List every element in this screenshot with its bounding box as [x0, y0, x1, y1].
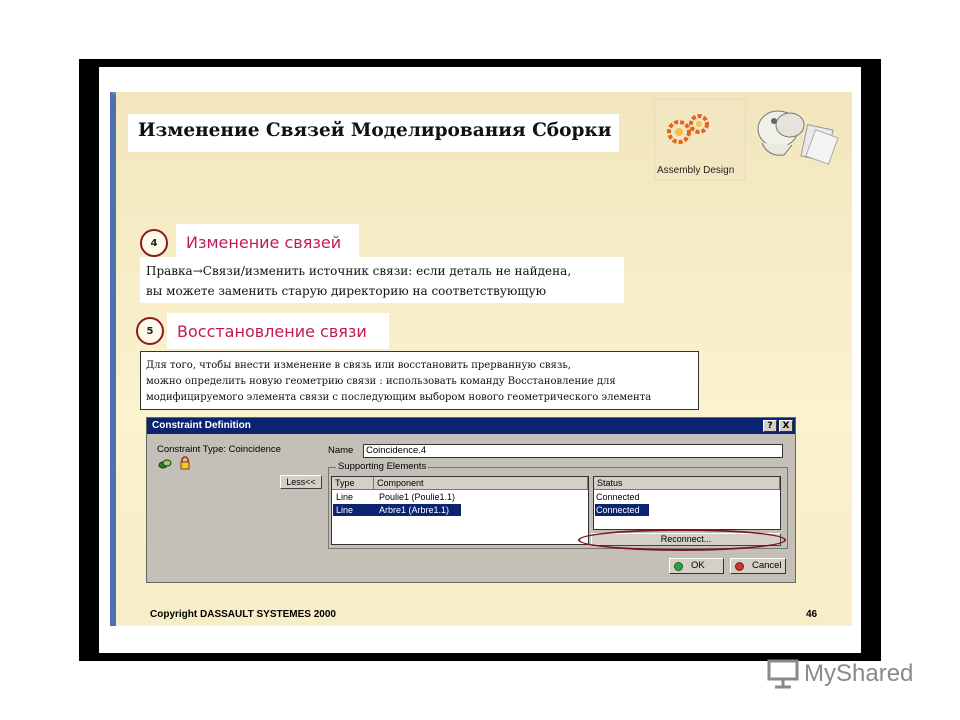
- projector-screen-icon: [766, 659, 800, 689]
- name-label: Name: [328, 445, 354, 456]
- ok-icon: [674, 562, 683, 571]
- ok-button[interactable]: [669, 558, 724, 574]
- copyright-text: Copyright DASSAULT SYSTEMES 2000: [150, 609, 336, 620]
- step-5-description-line: можно определить новую геометрию связи : использовать команду Восстановление для: [146, 376, 616, 387]
- cancel-button[interactable]: [730, 558, 786, 574]
- table-cell-selected[interactable]: Arbre1 (Arbre1.1): [379, 505, 450, 515]
- reconnect-button[interactable]: Reconnect...: [591, 533, 781, 546]
- step-5-badge: 5: [136, 317, 164, 345]
- reconnect-highlight-ellipse: [578, 529, 786, 551]
- assembly-design-label: Assembly Design: [657, 165, 735, 176]
- step-5-heading: Восстановление связи: [177, 322, 367, 341]
- page-number: 46: [806, 609, 818, 620]
- gears-icon: [665, 110, 715, 150]
- slide-title: Изменение Связей Моделирования Сборки: [138, 120, 612, 141]
- step-5-description-line: модифицируемого элемента связи с последующим выбором нового геометрического элемента: [146, 392, 652, 403]
- constraint-type-label: Constraint Type: Coincidence: [157, 444, 281, 455]
- help-button[interactable]: ?: [763, 420, 777, 432]
- name-input[interactable]: Coincidence.4: [363, 444, 783, 458]
- supporting-elements-label: Supporting Elements: [338, 461, 427, 472]
- status-cell[interactable]: Connected: [596, 492, 640, 502]
- lock-icon: [180, 456, 190, 470]
- watermark-text: MyShared: [804, 660, 914, 687]
- step-4-description-line: Правка→Связи/изменить источник связи: если деталь не найдена,: [146, 264, 572, 278]
- link-icon: [158, 458, 172, 470]
- step-4-description-line: вы можете заменить старую директорию на соответствующую: [146, 284, 547, 298]
- watermark: [766, 656, 913, 692]
- column-header-type[interactable]: Type: [332, 477, 374, 490]
- column-header-component[interactable]: Component: [374, 477, 588, 490]
- hands-document-icon: [748, 99, 842, 169]
- status-cell-selected[interactable]: Connected: [596, 505, 640, 515]
- column-header-status[interactable]: Status: [594, 477, 780, 490]
- cancel-icon: [735, 562, 744, 571]
- table-cell[interactable]: Poulie1 (Poulie1.1): [379, 492, 456, 502]
- less-button[interactable]: Less<<: [280, 475, 322, 489]
- dialog-title: Constraint Definition: [152, 420, 251, 431]
- ok-label: OK: [691, 560, 705, 571]
- close-button[interactable]: X: [779, 420, 793, 432]
- step-4-heading: Изменение связей: [186, 233, 342, 252]
- step-4-badge: 4: [140, 229, 168, 257]
- step-5-description-line: Для того, чтобы внести изменение в связь или восстановить прерванную связь,: [146, 360, 571, 371]
- table-cell[interactable]: Line: [336, 492, 354, 502]
- table-cell-selected[interactable]: Line: [336, 505, 354, 515]
- cancel-label: Cancel: [752, 560, 782, 571]
